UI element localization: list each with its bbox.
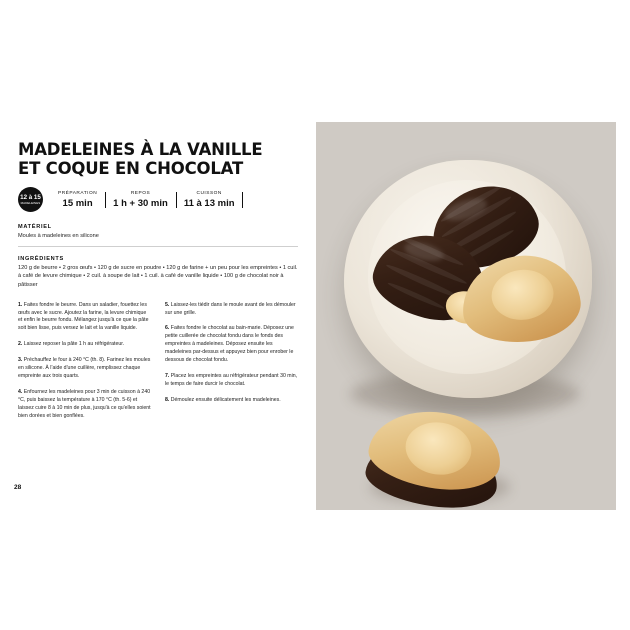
meta-repos (105, 191, 176, 209)
madeleines-chocolate-shell-photo (316, 122, 616, 510)
step-item (18, 389, 151, 421)
ingredients-text: 120 g de beurre • 2 gros œufs • 120 g de sucre en poudre • 120 g de farine + un peu pour les empreintes • 1 cuil. à café de levure chimique • 2 cuil. à soupe de lait • 1 cuil. à café de vanille liquide • 100 g de chocolat noir à pâtisser (18, 264, 298, 288)
step-text: Faites fondre le chocolat au bain-marie. Déposez une petite cuillerée de chocolat fondu dans le fonds des empreintes à madeleines. Déposez ensuite les madeleines par-dessus et appuyez bien pour enrober le dessous de chocolat fondu. (165, 325, 294, 364)
step-item (165, 325, 298, 365)
recipe-meta-strip (18, 187, 298, 212)
step-number: 4. (18, 388, 23, 395)
step-number: 7. (165, 372, 170, 379)
step-text: Placez les empreintes au réfrigérateur pendant 30 min, le temps de faire durcir le chocolat. (165, 372, 298, 387)
steps-column-left (18, 302, 151, 429)
step-text: Préchauffez le four à 240 °C (th. 8). Farinez les moules en silicone. À l'aide d'une cuillère, remplissez chaque empreinte aux trois quarts. (18, 357, 151, 379)
servings-unit: MADELEINES (20, 200, 41, 205)
step-number: 5. (165, 301, 170, 308)
meta-repos-value: 1 h + 30 min (113, 197, 168, 209)
recipe-text-column (18, 140, 298, 428)
step-item (18, 341, 151, 349)
step-number: 6. (165, 325, 170, 332)
step-text: Démoulez ensuite délicatement les madeleines. (170, 396, 281, 403)
madeleine-vanilla-center (458, 250, 584, 348)
step-number: 1. (18, 301, 23, 308)
servings-count: 12 à 15 (20, 193, 41, 201)
step-number: 8. (165, 396, 170, 403)
step-item (165, 373, 298, 389)
step-item (18, 357, 151, 381)
materiel-heading: MATÉRIEL (18, 224, 52, 231)
step-number: 3. (18, 357, 23, 364)
meta-preparation-label: PRÉPARATION (58, 190, 98, 196)
steps-column-right (165, 302, 298, 429)
recipe-steps (18, 302, 298, 429)
step-text: Laissez-les tiédir dans le moule avant de les démouler sur une grille. (165, 301, 296, 316)
ceramic-plate (344, 160, 592, 398)
step-text: Laissez reposer la pâte 1 h au réfrigérateur. (23, 341, 125, 348)
servings-badge (18, 187, 43, 212)
ingredients-heading: INGRÉDIENTS (18, 255, 64, 262)
recipe-title-line-2: ET COQUE EN CHOCOLAT (18, 159, 244, 179)
step-text: Enfournez les madeleines pour 3 min de cuisson à 240 °C, puis baissez la température à 170 °C (th. 5-6) et laissez cuire 8 à 10 min de plus, jusqu'à ce qu'elles soient bien dorées et bien gonflées. (18, 388, 151, 419)
step-number: 2. (18, 341, 23, 348)
step-text: Faites fondre le beurre. Dans un saladier, fouettez les œufs avec le sucre. Ajoutez la farine, la levure chimique et enfin le beurre fondu. Mélangez jusqu'à ce que la pâte soit bien lisse, puis versez le lait et la vanille liquide. (18, 301, 149, 332)
meta-cuisson-value: 11 à 13 min (183, 197, 235, 209)
recipe-title-line-1: MADELEINES À LA VANILLE (18, 140, 263, 159)
madeleine-vanilla-front (362, 403, 506, 510)
step-item (165, 302, 298, 318)
page-number: 28 (14, 484, 22, 491)
meta-cuisson-label: CUISSON (196, 190, 222, 196)
page-title (18, 140, 298, 178)
materiel-text: Moules à madeleines en silicone (18, 233, 99, 240)
step-item (165, 397, 298, 405)
meta-preparation-value: 15 min (62, 197, 93, 209)
meta-cuisson (176, 191, 243, 209)
meta-preparation (50, 191, 105, 209)
step-item (18, 302, 151, 334)
meta-repos-label: REPOS (130, 190, 151, 196)
divider-rule (18, 246, 298, 247)
